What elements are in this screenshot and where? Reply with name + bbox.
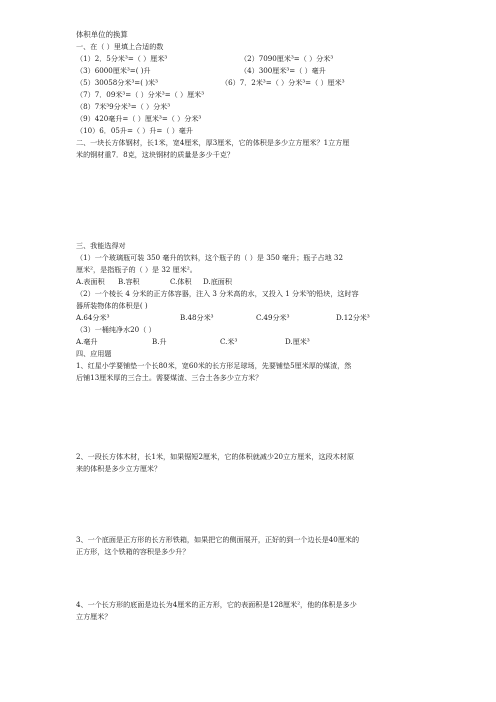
fill-item-3: （3）6000厘米³=( )升 [76, 66, 151, 75]
fill-item-1: （1）2．5分米³=（ ）厘米³ [76, 54, 168, 63]
option-b: B.容积 [118, 277, 140, 286]
section2-line2: 米的钢材重7．8克，这块钢材的质量是多少千克？ [76, 150, 234, 159]
option-c: C.米³ [220, 337, 238, 346]
option-c: C.体积 [170, 277, 192, 286]
option-c: C.49分米³ [256, 313, 290, 322]
problem1-line1: 1、红星小学要铺垫一个长80米，宽60米的长方形足球场，先要铺垫5厘米厚的煤渣，然 [76, 361, 352, 370]
problem2-line2: 来的体积是多少立方厘米？ [76, 464, 162, 473]
problem2-line1: 2、一段长方体木材，长1米，如果锯短2厘米，它的体积就减少20立方厘米，这段木材原 [76, 452, 354, 461]
section4-heading: 四、应用题 [76, 349, 112, 358]
choice-q1-line1: （1）一个玻璃瓶可装 350 毫升的饮料，这个瓶子的（ ）是 350 毫升；瓶子占地 32 [76, 253, 343, 262]
problem3-line1: 3、一个底面是正方形的长方形铁箱，如果把它的侧面展开，正好的到一个边长是40厘米的 [76, 535, 360, 544]
fill-item-7: （7）7．09米³=（ ）分米³=（ ）厘米³ [76, 90, 205, 99]
choice-q2-line2: 器所装物体的体积是( ) [76, 301, 148, 310]
fill-item-4: （4）300厘米³=（ ）毫升 [240, 66, 326, 75]
fill-item-2: （2）7090厘米³=（ ）分米³ [240, 54, 334, 63]
option-a: A.表面积 [76, 277, 105, 286]
section1-heading: 一、在（ ）里填上合适的数 [76, 42, 164, 51]
choice-q1-line2: 厘米²，是指瓶子的（ ）是 32 厘米²。 [76, 265, 197, 274]
section2-line1: 二、一块长方体钢材，长1米，宽4厘米，厚3厘米，它的体积是多少立方厘米？1立方厘 [76, 138, 350, 147]
problem4-line1: 4、一个长方形的底面是边长为4厘米的正方形，它的表面积是128厘米²，他的体积是多少 [76, 600, 357, 609]
option-d: D.厘米³ [285, 337, 310, 346]
option-d: D.12分米³ [336, 313, 370, 322]
problem4-line2: 立方厘米？ [76, 612, 112, 621]
fill-item-10: （10）6．05升=（ ）升=（ ）毫升 [76, 126, 193, 135]
problem3-line2: 正方形，这个铁箱的容积是多少升？ [76, 547, 190, 556]
option-b: B.48分米³ [180, 313, 214, 322]
option-a: A.毫升 [76, 337, 98, 346]
worksheet-title: 体积单位的换算 [76, 30, 128, 39]
option-b: B.升 [152, 337, 167, 346]
fill-item-8: （8）7米³9分米³=（ ）分米³ [76, 102, 171, 111]
option-a: A.64分米³ [76, 313, 110, 322]
choice-q3: （3）一桶纯净水20（ ） [76, 325, 156, 334]
fill-item-6: （6）7．2米³=（ ）分米³=（ ）厘米³ [221, 78, 345, 87]
fill-item-5: （5）30058分米³=( )米³ [76, 78, 158, 87]
choice-q2-line1: （2）一个棱长 4 分米的正方体容器，注入 3 分米高的水，又投入 1 分米³的铅块，这时容 [76, 289, 359, 298]
section3-heading: 三、我能选得对 [76, 241, 126, 250]
fill-item-9: （9）420毫升=（ ）厘米³=（ ）分米³ [76, 114, 202, 123]
problem1-line2: 后铺13厘米厚的三合土。需要煤渣、三合土各多少立方米？ [76, 373, 263, 382]
option-d: D.底面积 [203, 277, 232, 286]
